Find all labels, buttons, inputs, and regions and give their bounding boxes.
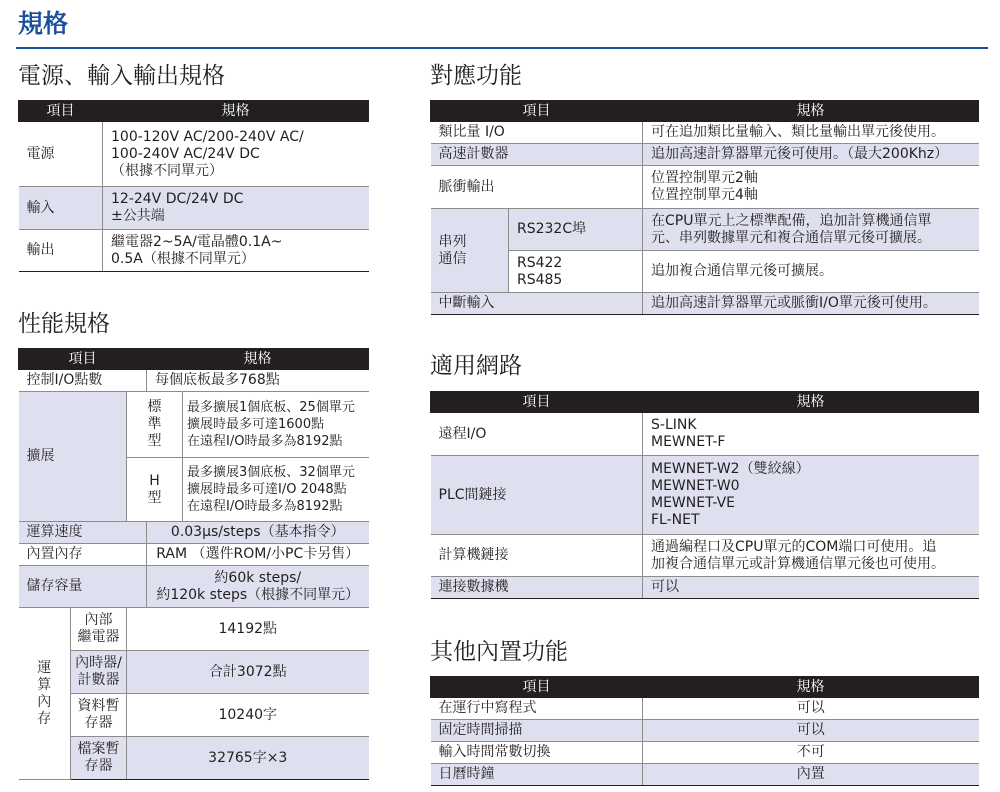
- column-header-spec: 規格: [103, 101, 369, 122]
- row-value-plc-link: MEWNET-W2（雙絞線） MEWNET-W0 MEWNET-VE FL-NET: [643, 456, 979, 535]
- row-value-power: 100-120V AC/200-240V AC/ 100-240V AC/24V DC （根據不同單元）: [103, 122, 369, 187]
- row-value-memory: RAM （選件ROM/小PC卡另售）: [147, 544, 369, 566]
- row-label-pulse: 脈衝輸出: [431, 166, 643, 209]
- section-title-performance: 性能規格: [18, 311, 110, 337]
- row-value-input-time-constant: 不可: [643, 742, 979, 764]
- row-label-calendar-clock: 日曆時鐘: [431, 764, 643, 786]
- power-io-table: [18, 100, 369, 272]
- row-label-input: 輸入: [19, 187, 103, 230]
- op-memory-value: 14192點: [127, 608, 369, 651]
- column-header-item: 項目: [431, 392, 643, 413]
- expansion-standard-spec: 最多擴展1個底板、25個單元 擴展時最多可達1600點 在遠程I/O時最多為8192點: [183, 392, 369, 458]
- row-value-speed: 0.03μs/steps（基本指令）: [147, 522, 369, 544]
- op-memory-sub-label: 檔案暫 存器: [71, 737, 127, 780]
- serial-rs232-spec: 在CPU單元上之標準配備，追加計算機通信單 元、串列數據單元和複合通信單元後可擴展。: [643, 209, 979, 251]
- row-label-power: 電源: [19, 122, 103, 187]
- row-value-calendar-clock: 內置: [643, 764, 979, 786]
- row-label-output: 輸出: [19, 230, 103, 272]
- row-value-computer-link: 通過編程口及CPU單元的COM端口可使用。追 加複合通信單元或計算機通信單元後也可使用。: [643, 535, 979, 577]
- row-label-serial: 串列 通信: [431, 209, 509, 293]
- row-label-op-memory: 運 算 內 存: [19, 608, 71, 780]
- row-value-remote-io: S-LINK MEWNET-F: [643, 413, 979, 456]
- op-memory-value: 32765字×3: [127, 737, 369, 780]
- row-label-expansion: 擴展: [19, 392, 127, 522]
- row-value-counter: 追加高速計算器單元後可使用。（最大200Khz）: [643, 144, 979, 166]
- functions-table: [430, 100, 979, 315]
- section-title-networks: 適用網路: [430, 353, 522, 379]
- performance-table: [18, 348, 369, 780]
- row-label-speed: 運算速度: [19, 522, 147, 544]
- column-header-item: 項目: [19, 349, 147, 370]
- op-memory-value: 合計3072點: [127, 651, 369, 694]
- column-header-item: 項目: [19, 101, 103, 122]
- section-title-other: 其他內置功能: [430, 639, 568, 665]
- networks-table: [430, 391, 979, 599]
- row-value-pulse: 位置控制單元2軸 位置控制單元4軸: [643, 166, 979, 209]
- row-label-memory: 內置內存: [19, 544, 147, 566]
- column-header-spec: 規格: [643, 392, 979, 413]
- row-label-storage: 儲存容量: [19, 566, 147, 608]
- row-value-modem: 可以: [643, 577, 979, 599]
- expansion-h-label: H 型: [127, 458, 183, 522]
- serial-rs422-spec: 追加複合通信單元後可擴展。: [643, 251, 979, 293]
- row-label-computer-link: 計算機鏈接: [431, 535, 643, 577]
- row-label-io-points: 控制I/O點數: [19, 370, 147, 392]
- row-label-modem: 連接數據機: [431, 577, 643, 599]
- op-memory-value: 10240字: [127, 694, 369, 737]
- page-title: 規格: [18, 9, 69, 38]
- column-header-spec: 規格: [643, 101, 979, 122]
- op-memory-sub-label: 資料暫 存器: [71, 694, 127, 737]
- row-value-interrupt: 追加高速計算器單元或脈衝I/O單元後可使用。: [643, 293, 979, 315]
- column-header-spec: 規格: [643, 677, 979, 698]
- op-memory-sub-label: 內時器/ 計數器: [71, 651, 127, 694]
- section-title-functions: 對應功能: [430, 63, 522, 89]
- row-label-interrupt: 中斷輸入: [431, 293, 643, 315]
- row-label-input-time-constant: 輸入時間常數切換: [431, 742, 643, 764]
- row-value-output: 繼電器2~5A/電晶體0.1A~ 0.5A（根據不同單元）: [103, 230, 369, 272]
- row-label-plc-link: PLC間鏈接: [431, 456, 643, 535]
- row-value-input: 12-24V DC/24V DC ±公共端: [103, 187, 369, 230]
- expansion-standard-label: 標 準 型: [127, 392, 183, 458]
- op-memory-sub-label: 內部 繼電器: [71, 608, 127, 651]
- column-header-item: 項目: [431, 101, 643, 122]
- column-header-item: 項目: [431, 677, 643, 698]
- row-label-remote-io: 遠程I/O: [431, 413, 643, 456]
- column-header-spec: 規格: [147, 349, 369, 370]
- row-value-fixed-scan: 可以: [643, 720, 979, 742]
- expansion-h-spec: 最多擴展3個底板、32個單元 擴展時最多可達I/O 2048點 在遠程I/O時最多為8192點: [183, 458, 369, 522]
- row-label-analog: 類比量 I/O: [431, 122, 643, 144]
- serial-rs232-label: RS232C埠: [509, 209, 643, 251]
- row-value-online-edit: 可以: [643, 698, 979, 720]
- row-value-analog: 可在追加類比量輸入、類比量輸出單元後使用。: [643, 122, 979, 144]
- row-label-online-edit: 在運行中寫程式: [431, 698, 643, 720]
- row-label-counter: 高速計數器: [431, 144, 643, 166]
- row-value-io-points: 每個底板最多768點: [147, 370, 369, 392]
- section-title-power-io: 電源、輸入輸出規格: [18, 63, 225, 89]
- row-label-fixed-scan: 固定時間掃描: [431, 720, 643, 742]
- serial-rs422-label: RS422 RS485: [509, 251, 643, 293]
- row-value-storage: 約60k steps/ 約120k steps（根據不同單元）: [147, 566, 369, 608]
- other-table: [430, 676, 979, 786]
- title-rule: [16, 47, 988, 49]
